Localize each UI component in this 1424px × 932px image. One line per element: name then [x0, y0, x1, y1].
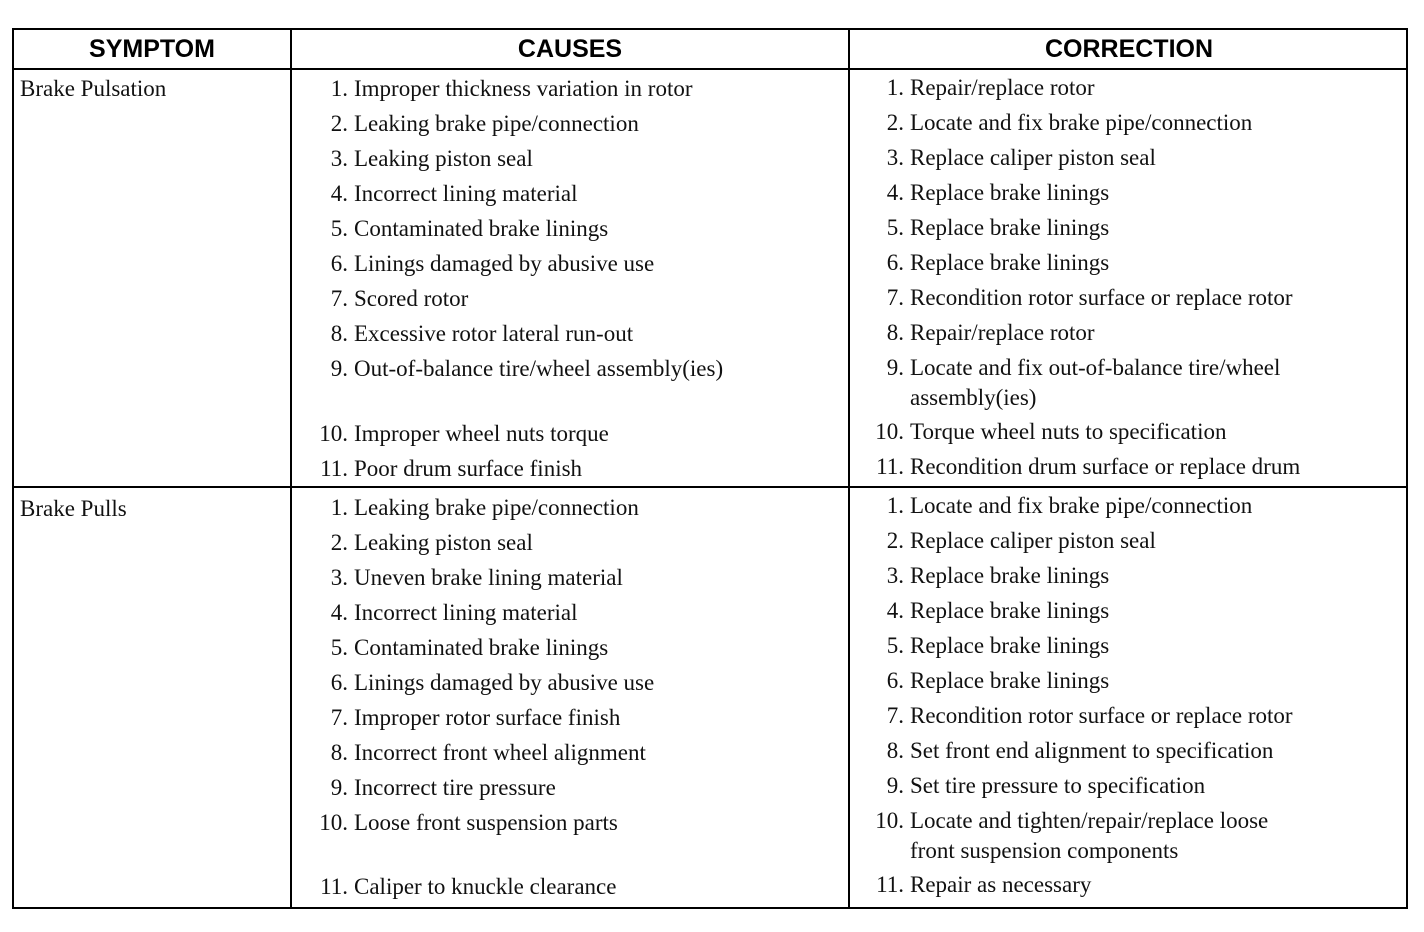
cause-number: 9.	[330, 775, 348, 800]
column-divider-causes-correction	[848, 30, 850, 907]
correction-text: Locate and tighten/repair/replace loose front suspension components	[910, 808, 1269, 863]
group-divider	[14, 486, 1406, 488]
correction-item	[864, 631, 1109, 661]
cause-text: Linings damaged by abusive use	[354, 251, 655, 276]
correction-text: Repair as necessary	[910, 872, 1092, 897]
cause-number: 4.	[330, 181, 348, 206]
header-divider	[14, 68, 1406, 70]
correction-text: Replace brake linings	[910, 215, 1110, 240]
correction-number: 5.	[886, 215, 904, 240]
cause-text: Incorrect front wheel alignment	[354, 740, 646, 765]
correction-number: 10.	[875, 419, 904, 444]
cause-number: 8.	[330, 321, 348, 346]
correction-item	[864, 526, 1156, 556]
correction-text: Replace caliper piston seal	[910, 145, 1156, 170]
symptom-cell: Brake Pulsation	[20, 76, 167, 101]
cause-number: 7.	[330, 286, 348, 311]
correction-text: Replace brake linings	[910, 598, 1110, 623]
cause-number: 4.	[330, 600, 348, 625]
cause-item	[308, 454, 582, 484]
correction-number: 11.	[876, 872, 904, 897]
cause-number: 5.	[330, 216, 348, 241]
cause-text: Excessive rotor lateral run-out	[354, 321, 634, 346]
correction-number: 8.	[886, 320, 904, 345]
diagnosis-table	[12, 28, 1408, 909]
cause-text: Incorrect tire pressure	[354, 775, 556, 800]
cause-item	[308, 872, 616, 902]
cause-number: 5.	[330, 635, 348, 660]
correction-text: Repair/replace rotor	[910, 320, 1095, 345]
cause-text: Incorrect lining material	[354, 600, 578, 625]
correction-item	[864, 108, 1252, 138]
correction-text: Recondition rotor surface or replace rotor	[910, 703, 1293, 728]
correction-text: Repair/replace rotor	[910, 75, 1095, 100]
correction-item	[864, 248, 1109, 278]
correction-number: 9.	[886, 773, 904, 798]
correction-item	[864, 283, 1293, 313]
correction-number: 10.	[875, 808, 904, 833]
correction-item	[864, 353, 1280, 413]
correction-item	[864, 596, 1109, 626]
cause-item	[308, 144, 533, 174]
cause-item	[308, 109, 639, 139]
cause-text: Caliper to knuckle clearance	[354, 874, 617, 899]
cause-number: 7.	[330, 705, 348, 730]
correction-number: 3.	[886, 563, 904, 588]
cause-item	[308, 284, 468, 314]
correction-number: 4.	[886, 598, 904, 623]
cause-number: 6.	[330, 251, 348, 276]
correction-number: 5.	[886, 633, 904, 658]
correction-item	[864, 701, 1293, 731]
cause-number: 10.	[319, 810, 348, 835]
cause-item	[308, 74, 693, 104]
correction-item	[864, 736, 1273, 766]
cause-number: 1.	[330, 495, 348, 520]
correction-item	[864, 870, 1091, 900]
correction-text: Locate and fix out-of-balance tire/wheel assembly(ies)	[910, 355, 1281, 410]
correction-text: Replace brake linings	[910, 668, 1110, 693]
header-symptom: SYMPTOM	[89, 35, 215, 63]
cause-text: Contaminated brake linings	[354, 216, 609, 241]
cause-text: Out-of-balance tire/wheel assembly(ies)	[354, 356, 724, 381]
correction-text: Locate and fix brake pipe/connection	[910, 110, 1253, 135]
correction-text: Replace brake linings	[910, 250, 1110, 275]
cause-number: 2.	[330, 111, 348, 136]
correction-number: 7.	[886, 703, 904, 728]
cause-number: 11.	[320, 874, 348, 899]
correction-number: 6.	[886, 668, 904, 693]
header-correction: CORRECTION	[1044, 35, 1214, 63]
cause-text: Improper wheel nuts torque	[354, 421, 609, 446]
cause-item	[308, 319, 633, 349]
correction-text: Torque wheel nuts to specification	[910, 419, 1227, 444]
correction-number: 2.	[886, 528, 904, 553]
cause-item	[308, 738, 646, 768]
correction-item	[864, 213, 1109, 243]
cause-item	[308, 528, 533, 558]
cause-item	[308, 214, 608, 244]
column-divider-symptom-causes	[290, 30, 292, 907]
cause-number: 1.	[330, 76, 348, 101]
cause-item	[308, 354, 723, 384]
cause-number: 11.	[320, 456, 348, 481]
correction-number: 1.	[886, 75, 904, 100]
cause-text: Leaking brake pipe/connection	[354, 495, 639, 520]
cause-text: Uneven brake lining material	[354, 565, 623, 590]
correction-item	[864, 491, 1252, 521]
cause-number: 9.	[330, 356, 348, 381]
cause-text: Linings damaged by abusive use	[354, 670, 655, 695]
cause-number: 10.	[319, 421, 348, 446]
correction-number: 11.	[876, 454, 904, 479]
cause-text: Poor drum surface finish	[354, 456, 583, 481]
correction-item	[864, 561, 1109, 591]
correction-number: 7.	[886, 285, 904, 310]
correction-item	[864, 666, 1109, 696]
cause-text: Leaking brake pipe/connection	[354, 111, 639, 136]
correction-item	[864, 73, 1095, 103]
cause-number: 8.	[330, 740, 348, 765]
correction-text: Replace brake linings	[910, 563, 1110, 588]
cause-text: Contaminated brake linings	[354, 635, 609, 660]
correction-text: Set tire pressure to specification	[910, 773, 1206, 798]
cause-number: 6.	[330, 670, 348, 695]
correction-number: 8.	[886, 738, 904, 763]
correction-number: 9.	[886, 355, 904, 380]
cause-item	[308, 598, 578, 628]
cause-text: Loose front suspension parts	[354, 810, 618, 835]
cause-item	[308, 493, 639, 523]
cause-text: Leaking piston seal	[354, 146, 533, 171]
correction-number: 2.	[886, 110, 904, 135]
cause-text: Scored rotor	[354, 286, 469, 311]
correction-text: Set front end alignment to specification	[910, 738, 1274, 763]
cause-text: Improper rotor surface finish	[354, 705, 621, 730]
correction-item	[864, 771, 1205, 801]
correction-item	[864, 417, 1226, 447]
correction-item	[864, 318, 1095, 348]
cause-item	[308, 633, 608, 663]
cause-item	[308, 668, 654, 698]
correction-number: 6.	[886, 250, 904, 275]
correction-item	[864, 806, 1268, 866]
cause-item	[308, 563, 623, 593]
cause-item	[308, 703, 620, 733]
cause-item	[308, 808, 618, 838]
cause-text: Leaking piston seal	[354, 530, 533, 555]
symptom-cell: Brake Pulls	[20, 496, 127, 521]
cause-number: 3.	[330, 565, 348, 590]
correction-text: Replace caliper piston seal	[910, 528, 1156, 553]
correction-item	[864, 452, 1300, 482]
cause-text: Incorrect lining material	[354, 181, 578, 206]
correction-number: 4.	[886, 180, 904, 205]
cause-item	[308, 419, 609, 449]
cause-number: 2.	[330, 530, 348, 555]
cause-text: Improper thickness variation in rotor	[354, 76, 693, 101]
correction-item	[864, 143, 1156, 173]
cause-item	[308, 773, 556, 803]
correction-number: 1.	[886, 493, 904, 518]
correction-text: Locate and fix brake pipe/connection	[910, 493, 1253, 518]
cause-item	[308, 179, 578, 209]
cause-number: 3.	[330, 146, 348, 171]
correction-text: Recondition rotor surface or replace rotor	[910, 285, 1293, 310]
cause-item	[308, 249, 654, 279]
correction-text: Replace brake linings	[910, 180, 1110, 205]
correction-text: Replace brake linings	[910, 633, 1110, 658]
correction-text: Recondition drum surface or replace drum	[910, 454, 1301, 479]
correction-item	[864, 178, 1109, 208]
header-causes: CAUSES	[517, 35, 623, 63]
correction-number: 3.	[886, 145, 904, 170]
